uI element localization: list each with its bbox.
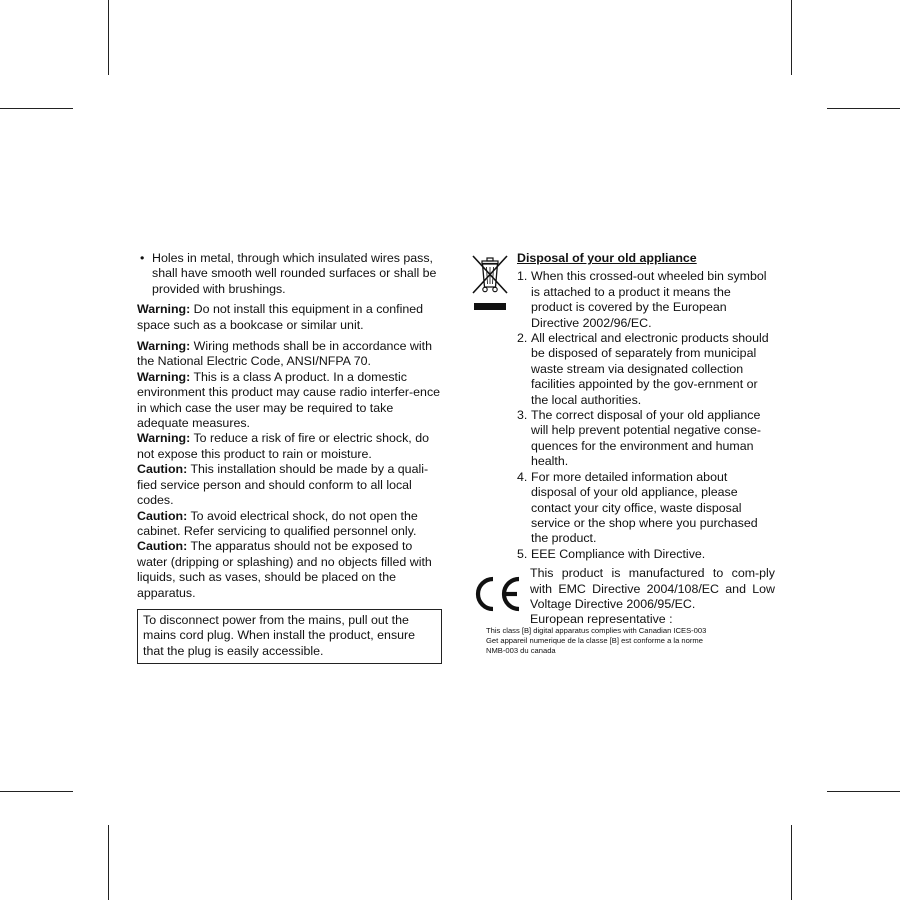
warning-label: Warning:	[137, 302, 191, 317]
list-item-number: 1.	[517, 269, 528, 284]
list-item-number: 4.	[517, 469, 528, 484]
caution-paragraph	[137, 462, 442, 508]
list-item-text: EEE Compliance with Directive.	[531, 546, 706, 561]
warning-label: Warning:	[137, 339, 191, 354]
caution-paragraph	[137, 509, 442, 540]
list-item	[517, 408, 775, 470]
list-item	[517, 331, 775, 408]
caution-label: Caution:	[137, 508, 188, 523]
disposal-column	[470, 251, 775, 656]
warning-paragraph	[137, 302, 442, 333]
warning-text: Wiring methods shall be in accordance with the National Electric Code, ANSI/NFPA 70.	[137, 339, 432, 369]
warning-paragraph	[137, 370, 442, 432]
list-item-text: When this crossed-out wheeled bin symbol is attached to a product it means the product is covered by the European Directive 2002/96/EC.	[531, 269, 767, 330]
list-item	[517, 470, 775, 547]
caution-text: The apparatus should not be exposed to water (dripping or splashing) and no objects filled with liquids, such as vases, should be placed on the apparatus.	[137, 539, 432, 600]
bullet-item	[137, 251, 442, 297]
warning-label: Warning:	[137, 369, 191, 384]
warning-text: To reduce a risk of fire or electric shock, do not expose this product to rain or moisture.	[137, 431, 429, 461]
crop-mark-right-bottom	[827, 791, 900, 792]
warning-paragraph	[137, 339, 442, 370]
canadian-compliance-notice	[486, 626, 775, 656]
caution-text: This installation should be made by a quali-fied service person and should conform to all local codes.	[137, 462, 429, 508]
list-item-text: All electrical and electronic products should be disposed of separately from municipal waste stream via designated collection facilities appointed by the gov-ernment or the local authorities.	[531, 331, 769, 407]
notice-line: This class [B] digital apparatus complies with Canadian ICES-003	[486, 626, 707, 636]
list-item-number: 5.	[517, 546, 528, 561]
crop-mark-left-top	[0, 108, 73, 109]
caution-label: Caution:	[137, 539, 188, 554]
crop-mark-right-top	[827, 108, 900, 109]
ce-compliance-text: This product is manufactured to com-ply with EMC Directive 2004/108/EC and Low Voltage Directive 2006/95/EC.	[530, 566, 775, 611]
crossed-out-wheeled-bin-icon	[470, 253, 510, 315]
ce-compliance-section	[470, 566, 775, 626]
crop-mark-top-right	[791, 0, 792, 75]
list-item-number: 3.	[517, 408, 528, 423]
notice-line: Get appareil numerique de la classe [B] est conforme a la norme	[486, 636, 703, 646]
list-item-text: The correct disposal of your old appliance will help prevent potential negative conse-quences for the environment and human health.	[531, 408, 762, 469]
list-item	[517, 547, 775, 562]
crop-mark-top-left	[108, 0, 109, 75]
warning-text: Do not install this equipment in a confined space such as a bookcase or similar unit.	[137, 302, 424, 332]
warning-text: This is a class A product. In a domestic environment this product may cause radio interfer-ence in which case the user may be required to take adequate measures.	[137, 369, 441, 431]
disposal-list	[517, 269, 775, 562]
warning-paragraph	[137, 431, 442, 462]
notice-line: NMB-003 du canada	[486, 646, 556, 656]
crop-mark-bottom-left	[108, 825, 109, 900]
list-item-text: For more detailed information about disposal of your old appliance, please contact your city office, waste disposal service or the shop where you purchased the product.	[531, 469, 758, 546]
bullet-dot: •	[140, 251, 145, 265]
european-representative: European representative :	[530, 612, 673, 627]
crop-mark-bottom-right	[791, 825, 792, 900]
list-item-number: 2.	[517, 331, 528, 346]
caution-text: To avoid electrical shock, do not open the cabinet. Refer servicing to qualified personnel only.	[137, 508, 418, 538]
caution-label: Caution:	[137, 462, 188, 477]
warning-label: Warning:	[137, 431, 191, 446]
crop-mark-left-bottom	[0, 791, 73, 792]
caution-paragraph	[137, 539, 442, 601]
safety-column	[137, 251, 442, 664]
disconnect-notice-box: To disconnect power from the mains, pull out the mains cord plug. When install the product, ensure that the plug is easily accessible.	[137, 609, 442, 664]
list-item	[517, 269, 775, 331]
bullet-text: Holes in metal, through which insulated wires pass, shall have smooth well rounded surfaces or shall be provided with brushings.	[152, 251, 437, 296]
disposal-title: Disposal of your old appliance	[517, 251, 697, 265]
ce-mark-icon	[472, 574, 524, 614]
